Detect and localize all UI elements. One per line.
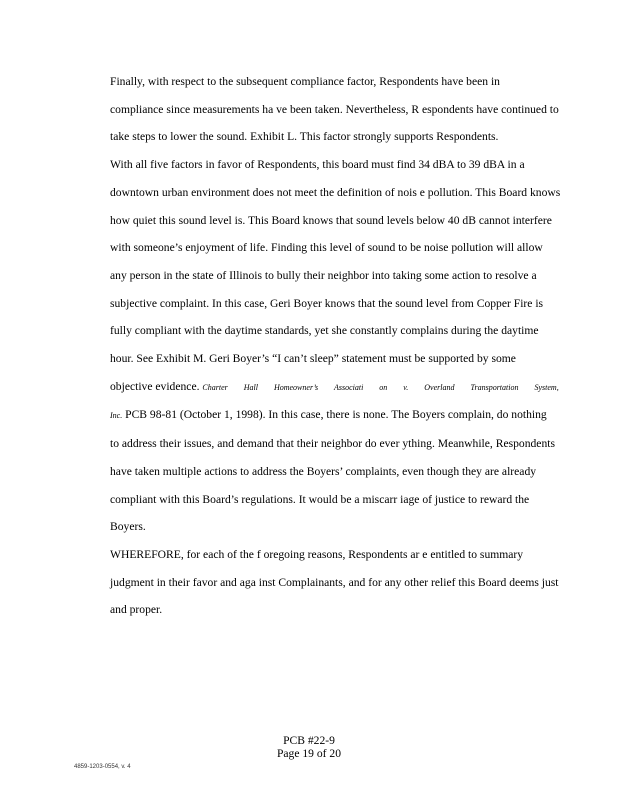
case-citation: Charter Hall Homeowner’s Associati on v. Overland Transportation System,: [202, 382, 559, 392]
text-line: downtown urban environment does not meet the definition of nois e pollution. This Board knows: [110, 185, 561, 199]
text-line: compliant with this Board’s regulations. It would be a miscarr iage of justice to reward the: [110, 492, 530, 506]
text-line: hour. See Exhibit M. Geri Boyer’s “I can’t sleep” statement must be supported by some: [110, 352, 516, 366]
text-line: subjective complaint. In this case, Geri Boyer knows that the sound level from Copper Fire is: [110, 296, 544, 310]
document-body: [74, 68, 561, 624]
text-line: take steps to lower the sound. Exhibit L. This factor strongly supports Respondents.: [110, 130, 499, 144]
text-line-with-citation: [74, 373, 559, 402]
document-id: 4859-1203-0554, v. 4: [74, 764, 131, 770]
case-citation-suffix: Inc.: [110, 411, 123, 421]
text-line: WHEREFORE, for each of the f oregoing reasons, Respondents ar e entitled to summary: [110, 547, 524, 561]
text-line-with-citation: [74, 401, 546, 430]
text-line: compliance since measurements ha ve been taken. Nevertheless, R espondents have continued to: [110, 102, 559, 116]
paragraph-compliance-factor: [74, 68, 559, 151]
text-line: Finally, with respect to the subsequent compliance factor, Respondents have been in: [110, 75, 500, 88]
citation-continuation: PCB 98-81 (October 1, 1998). In this case, there is none. The Boyers complain, do nothing: [125, 408, 547, 422]
text-line: fully compliant with the daytime standards, yet she constantly complains during the daytime: [110, 324, 539, 338]
paragraph-wherefore: [74, 541, 559, 624]
text-line: With all five factors in favor of Respondents, this board must find 34 dBA to 39 dBA in a: [110, 158, 525, 172]
text-line: to address their issues, and demand that their neighbor do ever ything. Meanwhile, Respondents: [110, 437, 555, 451]
text-line: with someone’s enjoyment of life. Finding this level of sound to be noise pollution will allow: [110, 241, 543, 255]
page-number: Page 19 of 20: [276, 747, 342, 760]
text-line: have taken multiple actions to address the Boyers’ complaints, even though they are already: [110, 464, 537, 478]
text-line: how quiet this sound level is. This Board knows that sound levels below 40 dB cannot interfere: [110, 213, 552, 227]
citation-lead-in: objective evidence.: [110, 379, 200, 393]
text-line: and proper.: [110, 603, 163, 617]
paragraph-all-five-factors: [74, 151, 561, 541]
text-line: judgment in their favor and aga inst Complainants, and for any other relief this Board deems just: [110, 575, 559, 589]
case-number: PCB #22-9: [283, 734, 335, 747]
text-line: any person in the state of Illinois to bully their neighbor into taking some action to resolve a: [110, 268, 537, 282]
text-line: Boyers.: [110, 520, 146, 534]
page-footer: [0, 734, 618, 760]
